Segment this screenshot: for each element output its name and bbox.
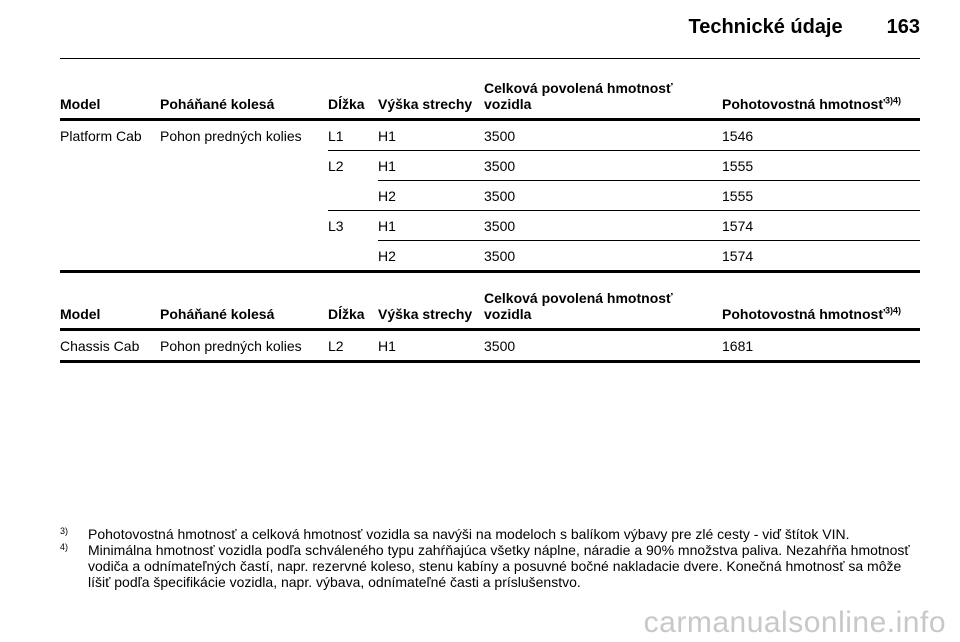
spec-table-platform-cab (60, 80, 920, 273)
cell-drive (160, 211, 328, 241)
col-header-gross-weight: Celková povolená hmotnosť vozidla (484, 80, 722, 120)
col-header-curb-weight: Pohotovostná hmotnosť$^{3)4)}$ (722, 80, 920, 120)
table-row (60, 120, 920, 151)
col-header-length: Dĺžka (328, 80, 378, 120)
footnote-ref: 3)4) (885, 95, 902, 106)
cell-gross-weight: 3500 (484, 330, 722, 362)
footnote-text: Minimálna hmotnosť vozidla podľa schváleného typu zahŕňajúca všetky náplne, náradie a 90% množstva paliva. Nezahŕňa hmotnosť vodiča a odnímateľných častí, napr. rezervné koleso, stenu kabíny a posuvné bočné nakladacie dvere. Konečná hmotnosť sa môže líšiť podľa špecifikácie vozidla, napr. výbava, odnímateľné časti a príslušenstvo. (88, 542, 910, 590)
cell-drive (160, 241, 328, 272)
page-header (60, 16, 920, 39)
cell-curb-weight: 1574 (722, 211, 920, 241)
footnote-text: Pohotovostná hmotnosť a celková hmotnosť vozidla sa navýši na modeloch s balíkom výbavy pre zlé cesty - viď štítok VIN. (88, 526, 850, 542)
cell-roof-height: H1 (378, 151, 484, 181)
cell-curb-weight: 1574 (722, 241, 920, 272)
cell-length: L2 (328, 330, 378, 362)
cell-roof-height: H1 (378, 120, 484, 151)
table-row (60, 241, 920, 272)
cell-length: L1 (328, 120, 378, 151)
col-header-roof-height: Výška strechy (378, 290, 484, 330)
section-title: Technické údaje (688, 16, 843, 38)
footnote-3 (60, 526, 920, 542)
footnote-ref: 3)4) (885, 305, 902, 316)
cell-length (328, 241, 378, 272)
cell-gross-weight: 3500 (484, 120, 722, 151)
spec-table-chassis-cab (60, 290, 920, 363)
table-row (60, 151, 920, 181)
table-row (60, 211, 920, 241)
cell-model: Chassis Cab (60, 330, 160, 362)
col-header-model: Model (60, 80, 160, 120)
table-row (60, 181, 920, 211)
footnote-mark: 3) (60, 526, 69, 536)
cell-drive: Pohon predných kolies (160, 127, 302, 144)
cell-curb-weight: 1546 (722, 120, 920, 151)
cell-drive (160, 181, 328, 211)
table-header-row (60, 290, 920, 330)
cell-gross-weight: 3500 (484, 151, 722, 181)
cell-model (60, 151, 160, 181)
col-header-length: Dĺžka (328, 290, 378, 330)
footnotes (60, 526, 920, 590)
cell-length: L2 (328, 157, 344, 174)
col-header-drive: Poháňané kolesá (160, 80, 328, 120)
cell-roof-height: H2 (378, 181, 484, 211)
col-header-roof-height: Výška strechy (378, 80, 484, 120)
cell-gross-weight: 3500 (484, 241, 722, 272)
cell-model (60, 181, 160, 211)
cell-roof-height: H1 (378, 330, 484, 362)
cell-length: L3 (328, 217, 344, 234)
cell-model (60, 241, 160, 272)
page-number: 163 (886, 16, 920, 38)
cell-model: Platform Cab (60, 127, 142, 144)
cell-length (328, 181, 378, 211)
watermark: carmanualsonline.info (643, 606, 946, 639)
cell-gross-weight: 3500 (484, 181, 722, 211)
cell-drive: Pohon predných kolies (160, 330, 328, 362)
col-header-gross-weight: Celková povolená hmotnosť vozidla (484, 290, 722, 330)
header-rule (60, 58, 920, 59)
cell-curb-weight: 1681 (722, 330, 920, 362)
cell-model (60, 211, 160, 241)
col-header-model: Model (60, 290, 160, 330)
cell-curb-weight: 1555 (722, 151, 920, 181)
col-header-curb-weight: Pohotovostná hmotnosť$^{3)4)}$ (722, 290, 920, 330)
cell-drive (160, 151, 328, 181)
col-header-drive: Poháňané kolesá (160, 290, 328, 330)
footnote-4 (60, 542, 920, 590)
table-header-row (60, 80, 920, 120)
cell-gross-weight: 3500 (484, 211, 722, 241)
table-row (60, 330, 920, 362)
cell-curb-weight: 1555 (722, 181, 920, 211)
cell-roof-height: H2 (378, 241, 484, 272)
footnote-mark: 4) (60, 542, 69, 552)
cell-roof-height: H1 (378, 211, 484, 241)
